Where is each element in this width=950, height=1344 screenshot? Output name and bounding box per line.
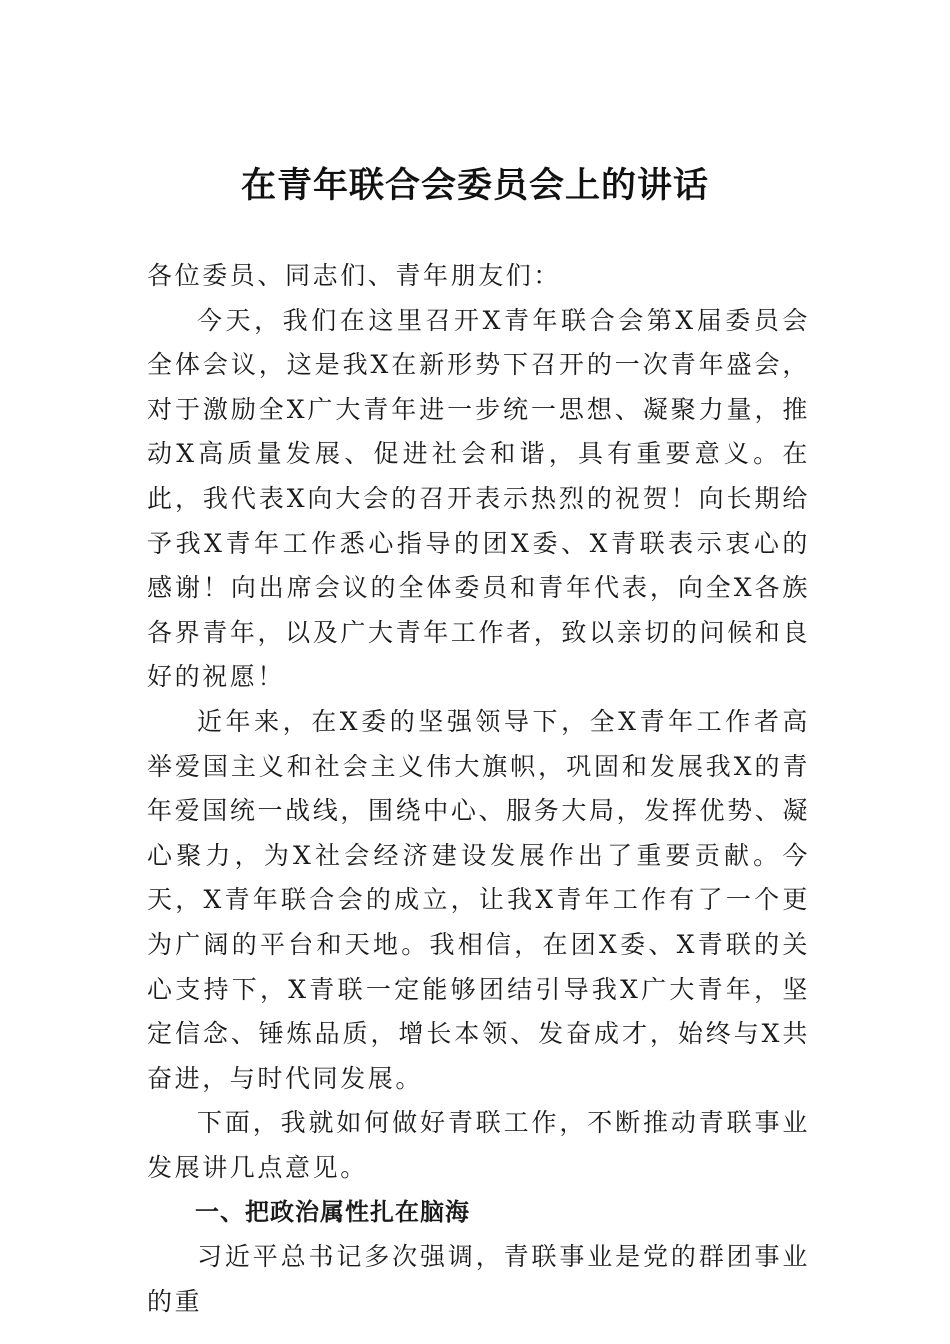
salutation: 各位委员、同志们、青年朋友们： (147, 261, 562, 290)
paragraph-opening: 今天，我们在这里召开X青年联合会第X届委员会全体会议，这是我X在新形势下召开的一次青年盛会，对于激励全X广大青年进一步统一思想、凝聚力量，推动X高质量发展、促进社会和谐，具有重要意义。在此，我代表X向大会的召开表示热烈的祝贺！向长期给予我X青年工作悉心指导的团X委、X青联表示衷心的感谢！向出席会议的全体委员和青年代表，向全X各族各界青年，以及广大青年工作者，致以亲切的问候和良好的祝愿！ (147, 305, 810, 692)
section-heading: 一、把政治属性扎在脑海 (195, 1198, 470, 1227)
document-body (147, 254, 810, 1324)
paragraph-achievements: 近年来，在X委的坚强领导下，全X青年工作者高举爱国主义和社会主义伟大旗帜，巩固和发展我X的青年爱国统一战线，围绕中心、服务大局，发挥优势、凝心聚力，为X社会经济建设发展作出了重要贡献。今天，X青年联合会的成立，让我X青年工作有了一个更为广阔的平台和天地。我相信，在团X委、X青联的关心支持下，X青联一定能够团结引导我X广大青年，坚定信念、锤炼品质，增长本领、发奋成才，始终与X共奋进，与时代同发展。 (147, 706, 810, 1093)
paragraph-transition: 下面，我就如何做好青联工作，不断推动青联事业发展讲几点意见。 (147, 1108, 810, 1182)
document-title: 在青年联合会委员会上的讲话 (240, 165, 709, 206)
paragraph-section-one: 习近平总书记多次强调，青联事业是党的群团事业的重 (147, 1242, 810, 1316)
